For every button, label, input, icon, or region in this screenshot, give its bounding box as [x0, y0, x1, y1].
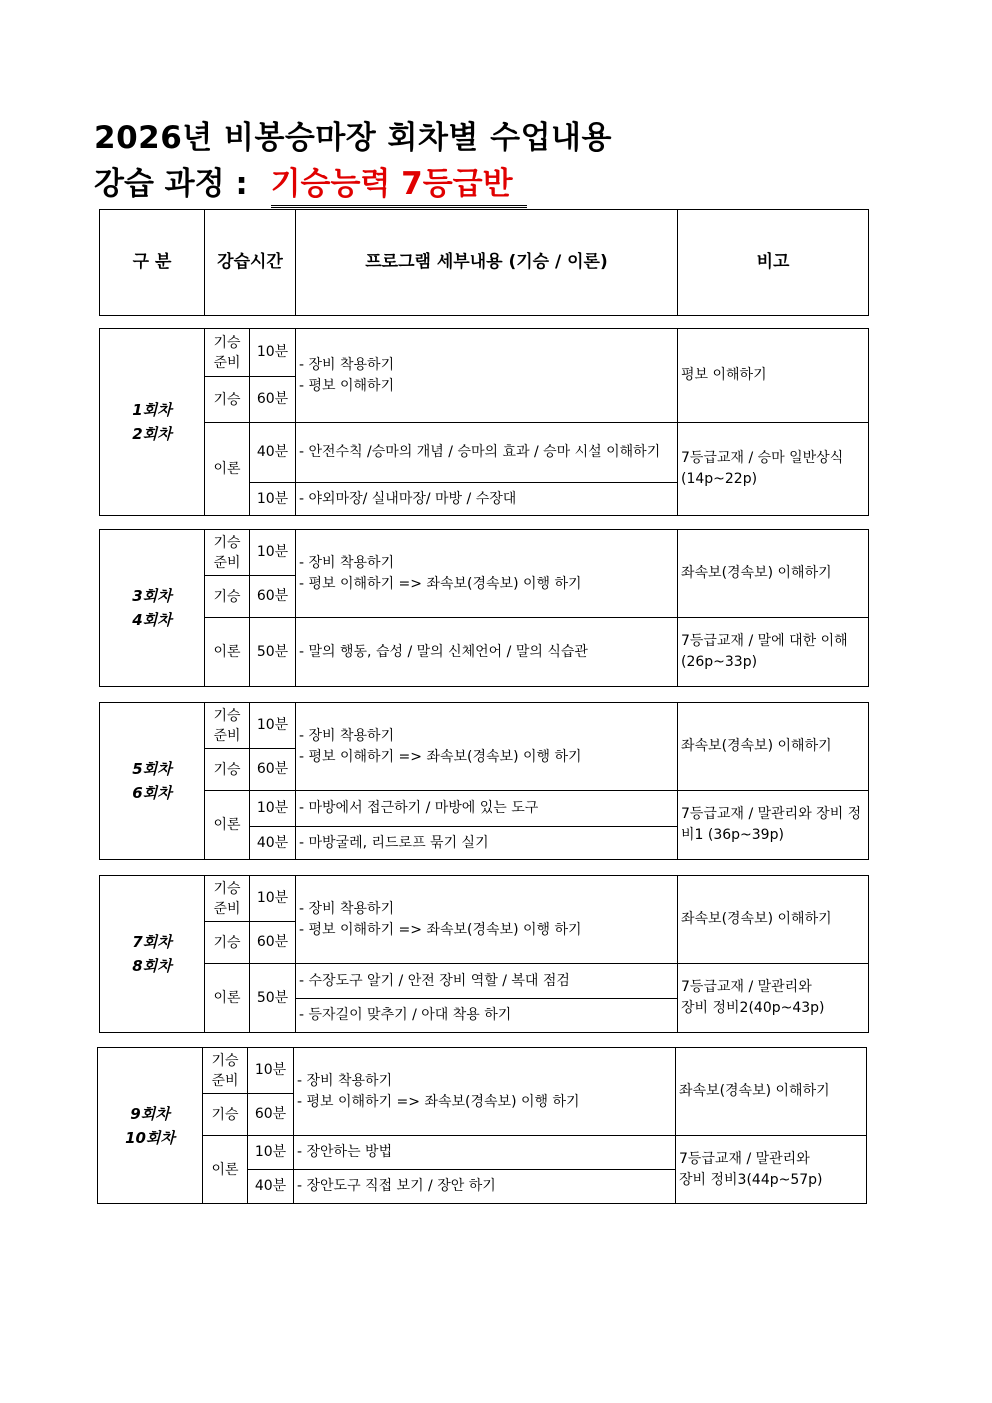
prep-time: 10분	[250, 876, 296, 922]
riding-label: 기승	[205, 922, 250, 964]
theory-label: 이론	[205, 791, 250, 860]
course-label: 강습 과정 :	[94, 166, 259, 202]
prep-label: 기승 준비	[205, 876, 250, 922]
riding-time: 60분	[250, 922, 296, 964]
session-label: 3회차 4회차	[100, 530, 205, 687]
theory-note: 7등급교재 / 말관리와 장비 정비3(44p~57p)	[676, 1136, 867, 1204]
riding-time: 60분	[250, 377, 296, 423]
riding-time: 60분	[250, 749, 296, 791]
riding-content: - 장비 착용하기 - 평보 이해하기 => 좌속보(경속보) 이행 하기	[296, 703, 678, 791]
header-division: 구 분	[100, 210, 205, 316]
page-title: 2026년 비봉승마장 회차별 수업내용	[94, 120, 612, 156]
theory-time: 40분	[250, 827, 296, 860]
theory-time: 10분	[250, 483, 296, 516]
theory-label: 이론	[203, 1136, 248, 1204]
session-block-1	[99, 328, 869, 516]
prep-label: 기승 준비	[203, 1048, 248, 1094]
prep-label: 기승 준비	[205, 329, 250, 377]
session-label: 5회차 6회차	[100, 703, 205, 860]
riding-content: - 장비 착용하기 - 평보 이해하기	[296, 329, 678, 423]
header-program: 프로그램 세부내용 (기승 / 이론)	[296, 210, 678, 316]
session-block-5	[97, 1047, 867, 1204]
session-block-4	[99, 875, 869, 1033]
riding-content: - 장비 착용하기 - 평보 이해하기 => 좌속보(경속보) 이행 하기	[296, 530, 678, 618]
theory-time: 10분	[248, 1136, 294, 1170]
theory-time: 40분	[250, 423, 296, 483]
riding-label: 기승	[205, 377, 250, 423]
prep-label: 기승 준비	[205, 703, 250, 749]
prep-label: 기승 준비	[205, 530, 250, 576]
theory-time: 10분	[250, 791, 296, 827]
theory-note: 7등급교재 / 승마 일반상식 (14p~22p)	[678, 423, 869, 516]
theory-content: - 마방에서 접근하기 / 마방에 있는 도구	[296, 791, 678, 827]
theory-content: - 장안하는 방법	[294, 1136, 676, 1170]
session-block-3	[99, 702, 869, 860]
riding-label: 기승	[205, 576, 250, 618]
theory-label: 이론	[205, 964, 250, 1033]
riding-time: 60분	[250, 576, 296, 618]
session-label: 9회차 10회차	[98, 1048, 203, 1204]
riding-note: 좌속보(경속보) 이해하기	[676, 1048, 867, 1136]
theory-label: 이론	[205, 618, 250, 687]
prep-time: 10분	[250, 329, 296, 377]
prep-time: 10분	[250, 703, 296, 749]
theory-note: 7등급교재 / 말관리와 장비 정비2(40p~43p)	[678, 964, 869, 1033]
riding-label: 기승	[203, 1094, 248, 1136]
theory-content: - 마방굴레, 리드로프 묶기 실기	[296, 827, 678, 860]
header-table	[99, 209, 869, 316]
riding-note: 좌속보(경속보) 이해하기	[678, 530, 869, 618]
course-title	[94, 158, 527, 208]
theory-label: 이론	[205, 423, 250, 516]
prep-time: 10분	[250, 530, 296, 576]
theory-content: - 수장도구 알기 / 안전 장비 역할 / 복대 점검	[296, 964, 678, 999]
theory-time: 50분	[250, 618, 296, 687]
session-label: 7회차 8회차	[100, 876, 205, 1033]
riding-content: - 장비 착용하기 - 평보 이해하기 => 좌속보(경속보) 이행 하기	[296, 876, 678, 964]
prep-time: 10분	[248, 1048, 294, 1094]
riding-time: 60분	[248, 1094, 294, 1136]
theory-content: - 안전수칙 /승마의 개념 / 승마의 효과 / 승마 시설 이해하기	[296, 423, 678, 483]
theory-note: 7등급교재 / 말에 대한 이해 (26p~33p)	[678, 618, 869, 687]
theory-time: 40분	[248, 1170, 294, 1204]
session-label: 1회차 2회차	[100, 329, 205, 516]
theory-content: - 등자길이 맞추기 / 아대 착용 하기	[296, 999, 678, 1033]
header-lesson-time: 강습시간	[205, 210, 296, 316]
riding-note: 좌속보(경속보) 이해하기	[678, 876, 869, 964]
theory-time: 50분	[250, 964, 296, 1033]
header-remarks: 비고	[678, 210, 869, 316]
riding-label: 기승	[205, 749, 250, 791]
course-name: 기승능력 7등급반	[271, 158, 527, 208]
theory-note: 7등급교재 / 말관리와 장비 정비1 (36p~39p)	[678, 791, 869, 860]
riding-content: - 장비 착용하기 - 평보 이해하기 => 좌속보(경속보) 이행 하기	[294, 1048, 676, 1136]
riding-note: 좌속보(경속보) 이해하기	[678, 703, 869, 791]
theory-content: - 장안도구 직접 보기 / 장안 하기	[294, 1170, 676, 1204]
theory-content: - 야외마장/ 실내마장/ 마방 / 수장대	[296, 483, 678, 516]
riding-note: 평보 이해하기	[678, 329, 869, 423]
session-block-2	[99, 529, 869, 687]
theory-content: - 말의 행동, 습성 / 말의 신체언어 / 말의 식습관	[296, 618, 678, 687]
